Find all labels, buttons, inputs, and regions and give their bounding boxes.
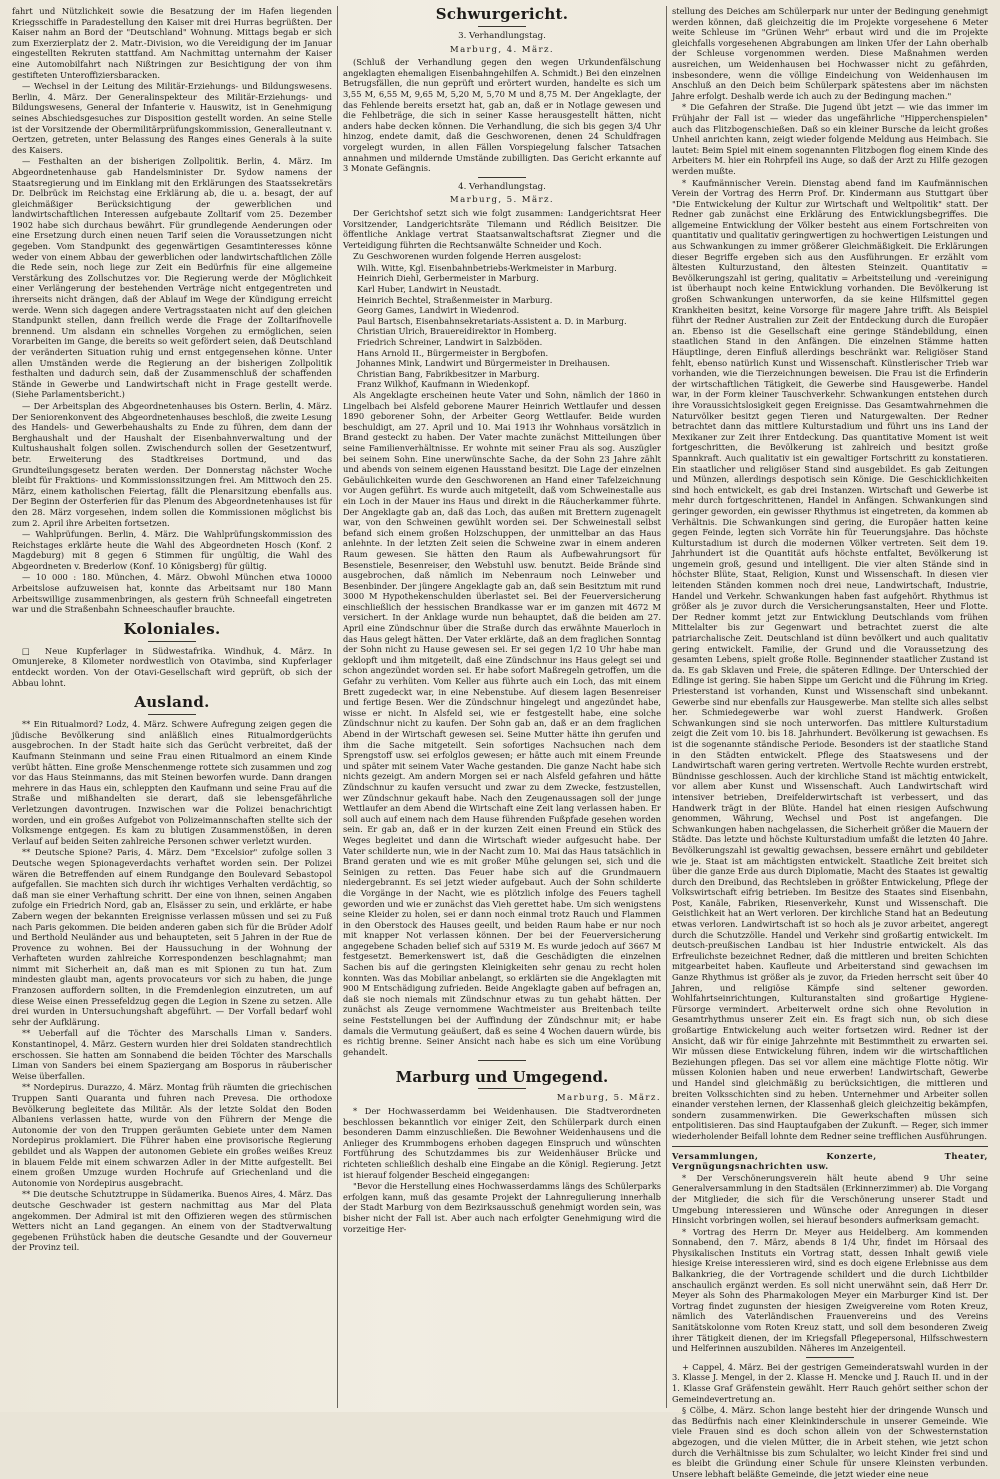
divider: [478, 177, 526, 178]
section-heading-schwurgericht: Schwurgericht.: [435, 5, 569, 23]
dateline: Marburg, 4. März.: [449, 44, 555, 55]
section-heading-ausland: Ausland.: [134, 693, 210, 712]
juror-item: Heinrich Bechtel, Straßenmeister in Marburg.: [357, 294, 553, 305]
column-rule: [337, 6, 338, 1408]
article-text: Der Gerichtshof setzt sich wie folgt zusammen: Landgerichtsrat Heer Vorsitzender, Landgerichtsräte Tilemann und Rédlich Beisitzer. Die öffentliche Anklage vertrat Staatsanwaltschaftsrat Ziegner und die Verteidigung führten die Rechtsanwälte Schneider und Koch.: [343, 207, 661, 250]
article-text: ** Nordepirus. Durazzo, 4. März. Montag früh räumten die griechischen Truppen Santi Quaranta und fuhren nach Prevesa. Die orthodoxe Bevölkerung begleitete das Militär. Als der letzte Soldat den Boden Albaniens verlassen hatte, wurde von den Führern der Menge die Autonomie der von den Truppen geräumten Gebiete unter dem Namen Nordepirus proklamiert. Die Führer haben eine provisorische Regierung gebildet und als Wappen der autonomen Gebiete ein großes weißes Kreuz in blauem Felde mit einem schwarzen Adler in der Mitte aufgestellt. Bei einem großen Umzuge wurden Hochrufe auf Griechenland und die Autonomie von Nordepirus ausgebracht.: [12, 1082, 332, 1188]
article-text: — Festhalten an der bisherigen Zollpolitik. Berlin, 4. März. Im Abgeordnetenhause gab Handelsminister Dr. Sydow namens der Staatsregierung und im Einklang mit den Erklärungen des Staatssekretärs Dr. Delbrück im Reichstag eine Erklärung ab, die u. a. besagt, der auf gleichmäßiger Berücksichtigung der gewerblichen und landwirtschaftlichen Interessen aufgebaute Zolltarif vom 25. Dezember 1902 habe sich durchaus bewährt. Für grundlegende Aenderungen oder eine Ersetzung durch einen neuen Tarif seien die Voraussetzungen nicht gegeben. Vom Standpunkt des gegenwärtigen Gesamtinteresses könne weder von einem Abbau der gewerblichen oder landwirtschaftlichen Zölle die Rede sein, noch liege zur Zeit ein Bedürfnis für eine allgemeine Verstärkung des Zollschutzes vor. Die Regierung werde der Möglichkeit einer Verlängerung der bestehenden Verträge nicht entgegentreten und ihrerseits nicht drängen, daß der Ablauf im Wege der Kündigung erreicht werde. Wenn sich dagegen andere Vertragsstaaten nicht auf den gleichen Standpunkt stellen, dann freilich werde die Frage der Zolltarifnovelle brennend. Um alsdann ein schnelles Vorgehen zu ermöglichen, seien Vorarbeiten im Gange, die bereits so weit gefördert seien, daß Deutschland der veränderten Situation ruhig und ernst entgegensehen könne. Unter allen Umständen werde die Regierung an der bisherigen Zollpolitik festhalten und dadurch sein, daß der Zusammenschluß der schaffenden Stände in Gewerbe und Landwirtschaft nicht in Frage gestellt werde. (Siehe Parlamentsbericht.): [12, 156, 332, 400]
article-text: "Bevor die Herstellung eines Hochwasserdamms längs des Schülerparks erfolgen kann, muß das gesamte Projekt der Lahnregulierung innerhalb der Stadt Marburg von dem Bezirksausschuß genehmigt worden sein, was bisher nicht der Fall ist. Aber auch nach erfolgter Genehmigung wird die vorzeitige Her-: [343, 1181, 661, 1234]
divider: [806, 1357, 854, 1358]
article-text: ** Ein Ritualmord? Lodz, 4. März. Schwere Aufregung zeigen gegen die jüdische Bevölkerung sind anläßlich eines Ritualmordgerüchts ausgebrochen. In der Stadt haite sich das Gerücht verbreitet, daß der Kaufmann Steinmann und seine Frau einen Ritualmord an einem Kinde verübt hätten. Eine große Menschenmenge rottete sich zusammen und zog vor das Haus Steinmanns, das mit Steinen beworfen wurde. Dann drangen mehrere in das Haus ein, schleppten den Kaufmann und seine Frau auf die Straße und mißhandelten sie derart, daß sie lebensgefährliche Verletzungen davontrugen. Inzwischen war die Polizei benachrichtigt worden, und ein großes Aufgebot von Polizeimannschaften stellte sich der Volksmenge entgegen. Es kam zu blutigen Zusammenstößen, in deren Verlauf auf beiden Seiten zahlreiche Personen schwer verletzt wurden.: [12, 719, 332, 846]
column-rule: [666, 6, 667, 1408]
dateline: Marburg, 5. März.: [556, 1093, 661, 1104]
divider: [478, 1060, 526, 1061]
column-left: [12, 6, 332, 1408]
juror-item: Franz Wilkhof, Kaufmann in Wiedenkopf.: [357, 379, 530, 390]
article-text: + Cappel, 4. März. Bei der gestrigen Gemeinderatswahl wurden in der 3. Klasse J. Mengel, in der 2. Klasse H. Mencke und J. Rauch II. und in der 1. Klasse Graf Gräfenstein gewählt. Herr Rauch gehört seither schon der Gemeindevertretung an.: [672, 1361, 988, 1404]
divider: [148, 641, 196, 642]
article-text: □ Neue Kupferlager in Südwestafrika. Windhuk, 4. März. In Omunjereke, 8 Kilometer nordwestlich von Otavimba, sind Kupferlager entdeckt worden. Von der Otavi-Gesellschaft wird geprüft, ob sich der Abbau lohnt.: [12, 645, 332, 688]
juror-item: Friedrich Schreiner, Landwirt in Salzböden.: [357, 337, 543, 348]
section-heading-koloniales: Koloniales.: [123, 619, 221, 638]
section-heading-versammlungen: Versammlungen, Konzerte, Theater, Vergnügungsnachrichten usw.: [672, 1150, 988, 1172]
juror-item: Johannes Mink, Landwirt und Bürgermeister in Dreihausen.: [357, 358, 611, 369]
article-text: fahrt und Nützlichkeit sowie die Besatzung der im Hafen liegenden Kriegsschiffe in Paradestellung den Kaiser mit drei Hurras begrüßten. Der Kaiser nahm an Bord der "Deutschland" Wohnung. Mittags begab er sich zum Exerzierplatz der 2. Matr.-Division, wo die Vereidigung der im Januar eingestellten Rekruten stattfand. Am Nachmittag unternahm der Kaiser eine Automobilfahrt nach Nißtringen zur Besichtigung der von ihm gestifteten Unteroffiziersbaracken.: [12, 6, 332, 80]
juror-item: Wilh. Witte, Kgl. Eisenbahnbetriebs-Werkmeister in Marburg.: [357, 262, 617, 273]
article-text: Zu Geschworenen wurden folgende Herren ausgelost:: [353, 251, 582, 262]
article-text: * Die Gefahren der Straße. Die Jugend übt jetzt — wie das immer im Frühjahr der Fall ist — wieder das ungefährliche "Hipperchenspielen" auch das Flitzbogenschießen. Daß so ein kleiner Bursche da leicht großes Unheil anrichten kann, zeigt wieder folgende Meldung aus Heimbach. Sie lautet: Beim Spiel mit einem sogenannten Flitzbogen flog einem Kinde des Arbeiters M. hier ein Rohrpfeil ins Auge, so daß der Arzt zu Hilfe gezogen werden mußte.: [672, 102, 988, 176]
juror-item: Christian Bang, Fabrikbesitzer in Marburg.: [357, 368, 540, 379]
juror-item: Georg Games, Landwirt in Wiedenrod.: [357, 305, 520, 316]
article-text: stellung des Deiches am Schülerpark nur unter der Bedingung genehmigt werden können, daß gleichzeitig die im Projekte vorgesehene 6 Meter weite Schleuse im "Grünen Wehr" erbaut wird und die im Projekte gleichfalls vorgesehenen Abgrabungen am linken Ufer der Lahn oberhalb der Schleuse vorgenommen werden. Diese Maßnahmen werden ausreichen, um Weidenhausen bei Hochwasser nicht zu gefährden, insbesondere, wenn die völlige Eindeichung von Weidenhausen im Anschluß an den Deich beim Schülerpark spätestens aber im nächsten Jahre erfolgt. Deshalb werde ich auch zu der Bedingung machen.": [672, 6, 988, 101]
article-text: * Der Hochwasserdamm bei Weidenhausen. Die Stadtverordneten beschlossen bekanntlich vor einiger Zeit, den Schülerpark durch einen besonderen Damm einzuschließen. Die Bewohner Weidenhausens und die Anlieger des Krummbogens erhoben dagegen Einspruch und wünschten Fortführung des Schutzdammes bis zur Weidenhäuser Brücke und richteten schließlich deshalb eine Eingabe an die Königl. Regierung. Jetzt ist hierauf folgender Bescheid eingegangen:: [343, 1106, 661, 1180]
juror-item: Hans Arnold II., Bürgermeister in Bergbofen.: [357, 347, 549, 358]
juror-item: Karl Huber, Landwirt in Neustadt.: [357, 284, 502, 295]
divider: [672, 1146, 988, 1147]
divider: [478, 26, 526, 27]
article-text: ** Deutsche Spione? Paris, 4. März. Dem "Excelsior" zufolge sollen 3 Deutsche wegen Spionageverdachts verhaftet worden sein. Der Polizei wären die Betreffenden auf einem Rundgange den Boulevard Sebastopol aufgefallen. Sie machten sich durch ihr wichtiges Verhalten verdächtig, so daß man sie einer Verhaftung schritt. Der eine von ihnen, seinen Angaben zufolge ein Friedrich Nord, gab an, Elsässer zu sein, und erklärte, er habe Zabern wegen der bekannten Ereignisse verlassen müssen und sei zu Fuß nach Paris gekommen. Die beiden anderen gaben sich für die Brüder Adolf und Berthold Neuländer aus und behaupteten, seit 5 Jahren in der Rue de Provence zu wohnen. Bei der Haussuchung in der Wohnung der Verhafteten wurden zahlreiche Korrespondenzen beschlagnahmt; man nimmt mit Sicherheit an, daß man es mit Spionen zu tun hat. Zum mindesten glaubt man, agents provocateurs vor sich zu haben, die junge Franzosen auffordern sollten, in die Fremdenlegion einzutreten, um auf diese Weise einen Pressefeldzug gegen die Legion in Szene zu setzen. Alle drei wurden in Untersuchungshaft abgeführt. — Der Vorfall bedarf wohl sehr der Aufklärung.: [12, 847, 332, 1027]
article-text: § Cölbe, 4. März. Schon lange besteht hier der dringende Wunsch und das Bedürfnis nach einer Kleinkinderschule in unserer Gemeinde. Wie viele Frauen sind es doch schon allein von der Schwesternstation abgezogen, und die vielen Mütter, die in Arbeit stehen, wie jetzt schon durch die Verhältnisse bis zum Schulalter, wo leicht Kinder frei sind und es bleibt die Gründung einer Schule für unsere Kleinsten verbunden. Unsere lebhaft beläßte Gemeinde, die jetzt wieder eine neue: [672, 1405, 988, 1479]
article-text: * Der Verschönerungsverein hält heute abend 9 Uhr seine Generalversammlung in den Stadtsälen (Erkinnerzimmer) ab. Die Vorgang der Mitglieder, die sich für die Verschönerung unserer Stadt und Umgebung interessieren und Wünsche oder Anregungen in dieser Hinsicht vorbringen wollen, sei hierauf besonders aufmerksam gemacht.: [672, 1172, 988, 1226]
article-text: Als Angeklagte erscheinen heute Vater und Sohn, nämlich der 1860 in Lingelbach bei Alsfeld geborene Maurer Heinrich Wettlaufer und dessen 1890 geborener Sohn, der Arbeiter Georg Wettlaufer. Beide wurden beschuldigt, am 27. April und 10. Mai 1913 ihr Wohnhaus vorsätzlich in Brand gesteckt zu haben. Der Vater machte zunächst Mitteilungen über seine Familienverhältnisse. Er wohnte mit seiner Frau als sog. Auszügler bei seinem Sohn. Eine unerwünschte Sache, da der Sohn 23 Jahre zählt und abends von seinem eigenen Hausstand besitzt. Die Lage der einzelnen Gebäulichkeiten wurde den Geschworenen an Hand einer Tafelzeichnung vor Augen geführt. Es wurde auch mitgeteilt, daß vom Schweinestalle aus ein Loch in der Mauer ins Haus und direkt in die Räucherkammer führte. Der Angeklagte gab an, daß das Loch, das außen mit Brettern zugenagelt war, von den Schweinen gewühlt worden sei. Der Schweinestall selbst befand sich einem großen Holzschuppen, der unmittelbar an das Haus anlehnte. In der letzten Zeit seien die Schweine zwar in einem anderen Raum gewesen. Sie hätten den Raum als Aufbewahrungsort für Besenstiele, Besenreiser, den Webstuhl usw. benutzt. Beide Brände sind ausgebrochen, daß nämlich im Nebenraum noch Leinweber und Besenbinder. Der jüngere Angeklagte gab an, daß sein Besitztum mit rund 3000 M Hypothekenschulden überlastet sei. Bei der Feuerversicherung einschließlich der hessischen Brandkasse war er im ganzen mit 4672 M versichert. In der Anklage wurde nun behauptet, daß die beiden am 27. April eine Zündschnur über die Straße durch das erwähnte Mauerloch in das Haus gelegt hätten. Der Vater erklärte, daß an dem fraglichen Sonntag der Sohn nicht zu Hause gewesen sei. Er sei gegen 1/2 10 Uhr habe man geklopft und ihm mitgeteilt, daß eine Zündschnur ins Haus gelegt sei und schon angezündet worden sei. Er habe sofort Maßregeln getroffen, um die Gefahr zu verhüten. Vom Keller aus führte auch ein Loch, das mit einem Brett zugedeckt war, in eine Nebenstube. Auf diesem lagen Besenreiser und fertige Besen. Wer die Zündschnur hingelegt und angezündet habe, wisse er nicht. In Alsfeld sei, wie er festgestellt habe, eine solche Zündschnur nicht zu kaufen. Der Sohn gab an, daß er an dem fraglichen Abend in der Wirtschaft gewesen sei. Seine Mutter hätte ihn gerufen und ihm die Sache mitgeteilt. Sein sofortiges Nachsuchen nach dem Sprengstoff usw. sei erfolglos gewesen; er hätte auch mit einem Freunde und später mit seinem Vater Wache gestanden. Die ganze Nacht habe sich nichts gezeigt. Am andern Morgen sei er nach Alsfeld gefahren und hätte Zündschnur zu kaufen versucht und zwar zu dem Zwecke, festzustellen, wer Zündschnur gekauft habe. Nach den Zeugenaussagen soll der junge Wettlaufer an dem Abend die Wirtschaft eine Zeit lang verlassen haben. Er soll auch auf einem nach dem Hause führenden Fußpfade gesehen worden sein. Er gab an, daß er in der kurzen Zeit einen Freund ein Stück des Weges begleitet und dann die Wirtschaft wieder aufgesucht habe. Der Vater schilderte nun, wie in der Nacht zum 10. Mai das Haus tatsächlich in Brand geraten und wie es mit großer Mühe gelungen sei, sich und die Seinigen zu retten. Das Feuer habe sich auf die Grundmauern niedergebrannt. Es sei jetzt wieder aufgebaut. Auch der Sohn schilderte die Vorgänge in der Nacht, wie es plötzlich infolge des Feuers taghell geworden und wie er zunächst das Vieh gerettet habe. Um sich wenigstens seine Kleider zu holen, sei er dann noch einmal trotz Rauch und Flammen in den Oberstock des Hauses geeilt, und beiden Raum habe er nur noch mit knapper Not verlassen können. Der bei der Feuerversicherung angegebene Schaden belief sich auf 5319 M. Es wurde jedoch auf 3667 M festgesetzt. Bemerkenswert ist, daß die Geschädigten die einzelnen Sachen bis auf die geringsten Kleinigkeiten sehr genau zu recht holen konnten. Was das Mobiliar anbelangt, so erklärten sie die Angeklagten mit 900 M Entschädigung zufrieden. Beide Angeklagte gaben auf befragen an, daß sie noch niemals mit Zündschnur etwas zu tun gehabt hätten. Der zunächst als Zeuge vernommene Wachtmeister aus Breitenbach teilte seine Feststellungen bei der Auffindung der Zündschnur mit; er habe damals die Vermutung geäußert, daß es seine 4 Wochen dauern würde, bis es richtig brenne. Seiner Ansicht nach habe es sich um eine Vorübung gehandelt.: [343, 390, 661, 1057]
column-right: [672, 6, 988, 1479]
article-text: — Wahlprüfungen. Berlin, 4. März. Die Wahlprüfungskommission des Reichstages erklärte heute die Wahl des Abgeordneten Hosch (Konf. 2 Magdeburg) mit 8 gegen 6 Stimmen für ungültig, die Wahl des Abgeordneten v. Brederlow (Konf. 10 Königsberg) für gültig.: [12, 529, 332, 571]
subheading: 4. Verhandlungstag.: [458, 181, 546, 192]
divider: [478, 1088, 526, 1089]
article-text: — Wechsel in der Leitung des Militär-Erziehungs- und Bildungswesens. Berlin, 4. März. Der Generalinspekteur des Militär-Erziehungs- und Bildungswesens, General der Infanterie v. Hauswitz, ist in Genehmigung seines Abschiedsgesuches zur Disposition gestellt worden. An seine Stelle ist der Vorsitzende der Obermilitärprüfungskommission, Generalleutnant v. Oertzen, getreten, unter Belassung des Ranges eines Generals à la suite des Kaisers.: [12, 81, 332, 155]
article-text: ** Die deutsche Schutztruppe in Südamerika. Buenos Aires, 4. März. Das deutsche Geschwader ist gestern nachmittag aus Mar del Plata angekommen. Der Admiral ist mit den Offizieren wegen des stürmischen Wetters nicht an Land gegangen. An einem von der Stadtverwaltung gegebenen Frühstück haben die deutsche Gesandte und der Gouverneur der Provinz teil.: [12, 1189, 332, 1253]
divider: [148, 714, 196, 715]
juror-item: Christian Ulrich, Brauereidirektor in Homberg.: [357, 326, 557, 337]
article-text: ** Ueberfall auf die Töchter des Marschalls Liman v. Sanders. Konstantinopel, 4. März. Gestern wurden hier drei Soldaten standrechtlich erschossen. Sie hatten am Sonnabend die beiden Töchter des Marschalls Liman von Sanders bei einem Spaziergang am Bosporus in räuberischer Weise überfallen.: [12, 1028, 332, 1081]
juror-item: Heinrich Diehl, Gerbermeister in Marburg.: [357, 273, 539, 284]
column-middle: [343, 6, 661, 1408]
article-text: (Schluß der Verhandlung gegen den wegen Urkundenfälschung angeklagten ehemaligen Eisenbahngehilfen A. Schmidt.) Bei den einzelnen Betrugsfällen, die nun geprüft und erörtert wurden, handelte es sich um 3,55 M, 6,55 M, 9,65 M, 5,20 M, 5,70 M und 8,75 M. Der Angeklagte, der das Fehlende bereits ersetzt hat, gab an, daß er in Notlage gewesen und die Fehlbeträge, die sich in seiner Kasse herausgestellt hätten, nicht anders habe decken können. Die Verhandlung, die sich bis gegen 3/4 Uhr hinzog, endete damit, daß die Geschworenen, denen 24 Schuldfragen vorgelegt wurden, in allen Fällen Vorspiegelung falscher Tatsachen annahmen und mildernde Umstände zubilligten. Das Gericht erkannte auf 3 Monate Gefängnis.: [343, 57, 661, 174]
subheading: 3. Verhandlungstag.: [458, 31, 546, 41]
section-heading-marburg: Marburg und Umgegend.: [395, 1068, 609, 1087]
juror-item: Paul Bartsch, Eisenbahnsekretariats-Assistent a. D. in Marburg.: [357, 315, 627, 326]
article-text: — 10 000 : 180. München, 4. März. Obwohl München etwa 10000 Arbeitslose aufzuweisen hat, konnte das Arbeitsamt nur 180 Mann Arbeitswillige zusammenbringen, als gestern früh Schneefall eingetreten war und die Straßenbahn Schneeschaufler brauchte.: [12, 572, 332, 615]
article-text: * Kaufmännischer Verein. Dienstag abend fand im Kaufmännischen Verein der Vortrag des Herrn Prof. Dr. Kindermann aus Stuttgart über "Die Entwickelung der Kultur zur Wirtschaft und Weltpolitik" statt. Der Redner gab zunächst eine Erklärung des Entwicklungsbegriffes. Die allgemeine Entwicklung der Völker besteht aus einem Fortschreiten von quantitativ und qualitativ geringwertigen zu hochwertigen Leistungen und aus Schwankungen zu immer größerer Gleichmäßigkeit. Die Erklärungen dieser Begriffe ergeben sich aus den Ausführungen. Er erzählt vom ältesten Kulturzustand, den ältesten Steinzeit. Quantitativ = Bevölkerungszahl ist gering, qualitativ = Arbeitsteilung und -vereinigung ist überhaupt noch keine Entwicklung vorhanden. Die Bevölkerung ist großen Schwankungen unterworfen, da sie keine Hilfsmittel gegen Krankheiten besitzt, keine Vorsorge für magere Jahre trifft. Als Beispiel führt der Redner Australien zur Zeit der Entdeckung durch die Europäer an. Ebenso ist die Gesellschaft eine geringe Ständebildung, einen staatlichen Stand in den Anfängen. Die einzelnen Stämme hatten Häuptlinge, deren Einfluß allerdings beschränkt war. Religiöser Stand fehlt, ebenso natürlich Kunst und Wissenschaft. Künstlerischer Trieb war vorhanden, wie die Tierzeichnungen beweisen. Die Frau ist die Erfinderin der wirtschaftlichen Tätigkeit, die Gewerbe sind Hausgewerbe. Handel war, in der Form kleiner Tauschverkehr. Schwankungen entstehen durch ihre Voraussichtslosigkeit gegen Ereignisse. Das Gesamtwahrnehmen die Naturvölker besitzt gegen Tieren und Naturgewalten. Der Redner betrachtet dann das mittlere Kulturstadium und führt uns ins Land der Mexikaner zur Zeit ihrer Entdeckung. Das quantitative Moment ist weit fortgeschritten, die Bevölkerung ist zahlreich und besitzt große Spannkraft. Auch qualitativ ist ein gewaltiger Fortschritt zu konstatieren. Ein staatlicher und religiöser Stand sind ausgebildet. Es gab Zeitungen und Münzen, allerdings despotisch sein Könige. Die Geschicklichkeiten sind hoch entwickelt, es gab drei Instanzen. Wirtschaft und Gewerbe ist mehr durch fortgeschrittenen, Handel in Anfängen. Schwankungen sind geringer geworden, ein gewisser Rhythmus ist eingetreten, da kommen ab Verhältnis. Die Schwankungen sind gering, die Europäer hatten keine gegen Feinde, legten sich Vorräte hin für Teuerungsjahre. Das höchste Kulturstadium ist durch die modernen Völker vertreten. Seit dem 19. Jahrhundert ist die Quantität aufs höchste entfaltet, Bevölkerung ist ungemein groß, gesund und intelligent. Die vier alten Stände sind in höchster Blüte, Staat, Religion, Kunst und Wissenschaft. In diesen vier leitenden Ständen kommen noch drei neue, Landwirtschaft, Industrie, Handel und Verkehr. Schwankungen haben fast aufgehört. Rhythmus ist größer als je zuvor durch die Versicherungsanstalten, Heer und Flotte. Der Redner kommt jetzt zur Entwicklung Deutschlands vom frühen Mittelalter bis zur Gegenwart und betrachtet zuerst die alte patriarchalische Zeit. Deutschland ist dünn bevölkert und auch qualitativ gering entwickelt. Familie, der Grund und die Voraussetzung des gesamten Lebens, spielt große Rolle. Beginnender staatlicher Zustand ist da. Es gab Sklaven und Freie, die späteren Edlinge. Der Unterschied der Edlinge ist gering. Sie haben Sippe um Gericht und die Führung im Krieg. Priesterstand ist vorhanden, Kunst und Wissenschaft sind unbekannt. Gewerbe sind nur ebenfalls zur Hausgewerbe. Man stellte sich alles selbst her. Schmiedegewerbe war wohl zuerst Handwerk. Großen Schwankungen sind sie noch unterworfen. Das mittlere Kulturstadium zeigt die Zeit vom 10. bis 18. Jahrhundert. Bevölkerung ist gewachsen. Es ist die sogenannte ständische Periode. Besonders ist der staatliche Stand in den Städten entwickelt. Pflege des Staatswesens und der Landwirtschaft waren gering vertreten. Wertvolle Rechte wurden erstrebt, Bündnisse geschlossen. Auch der kirchliche Stand ist mächtig entwickelt, vor allem aber Kunst und Wissenschaft. Auch Landwirtschaft wird intensiver betrieben, Dreifelderwirtschaft ist verbessert, und das Handwerk trägt in der Blüte. Handel hat einen riesigen Aufschwung genommen, Währung, Wechsel und Post ist angefangen. Die Schwankungen haben nachgelassen, die Sicherheit größer die Mauern der Städte. Das letzte und höchste Kulturstadium umfaßt die letzten 40 Jahre. Bevölkerungszahl ist gewaltig gewachsen, bessere ernährt und gebildeter wie je. Staat ist am mächtigsten entwickelt. Staatliche Zeit breitet sich über die ganze Erde aus durch Diplomatie, Macht des Staates ist gewaltig durch den Dreibund, das Rechtsleben in größter Entwickelung, Pflege der Volkswirtschaft eifrig betrieben. Im Besitze des Staates sind Eisenbahn, Post, Kanäle, Fabriken, Riesenverkehr, Kunst und Wissenschaft. Die Geistlichkeit hat an Wert verloren. Der kirchliche Stand hat an Bedeutung etwas verloren. Landwirtschaft ist so hoch als je zuvor arbeitet, angeregt durch die Schutzzölle. Handel und Verkehr sind großartig entwickelt. Im deutsch-preußischen Landbau ist hier Industrie entwickelt. Als das Erfreulichste bezeichnet Redner, daß die mittleren und breiten Schichten mitgearbeitet haben. Kaufleute und Arbeiterstand sind gewachsen im Ganze Rhythmus ist größer als je zuvor, da Frieden herrscht seit über 40 Jahren, und religiöse Kämpfe sind seltener geworden. Wohlfahrtseinrichtungen, Kulturanstalten sind großartige Hygiene-Fürsorge vermindert. Arbeiterwelt ordne sich ohne Revolution in Gesamtrhythmus unserer Zeit ein. Es fragt sich nun, ob sich diese großartige Entwickelung auch weiter fortsetzen wird. Redner ist der Ansicht, daß wir für einige Jahrzehnte mit Bestimmtheit zu erwarten sei. Wir müssen diese Entwickelung führen, indem wir die wirtschaftlichen Beziehungen pflegen. Das sei vor allem eine mächtige Flotte nötig. Wir müssen Kolonien haben und neue erwerben! Landwirtschaft, Gewerbe und Handel sind gleichmäßig zu berücksichtigen, die mittleren und breiten Volksschichten sind zu heben. Unternehmer und Arbeiter sollen einander verstehen lernen, der Klassenhaß gleich gleichzeitig bekämpfen, sondern zusammenwirken. Die Gewerkschaften müssen sich entpolitisieren. Das sind Hauptaufgaben der Zukunft. — Reger, sich immer wiederholender Beifall lohnte dem Redner seine trefflichen Ausführungen.: [672, 177, 988, 1141]
dateline: Marburg, 5. März.: [449, 195, 555, 206]
article-text: — Der Arbeitsplan des Abgeordnetenhauses bis Ostern. Berlin, 4. März. Der Seniorenkonvent des Abgeordnetenhauses beschloß, die zweite Lesung des Handels- und Gewerbehaushalts zu Ende zu führen, dem dann der Berghaushalt und der Haushalt der Eisenbahnverwaltung und der Kultushaushalt folgen sollen. Zwischendurch sollen der Gesetzentwurf, betr. Erweiterung des Stadtkreises Dortmund, und das Grundteilungsgesetz beraten werden. Der Donnerstag nächster Woche bleibt für Fraktions- und Kommissionssitzungen frei. Am Mittwoch den 25. März, einem katholischen Feiertag, fällt die Plenarsitzung ebenfalls aus. Der Beginn der Osterferien für das Plenum des Abgeordnetenhauses ist für den 28. März vorgesehen, indem sollen die Kommissionen möglichst bis zum 2. April ihre Arbeiten fortsetzen.: [12, 400, 332, 528]
article-text: * Vortrag des Herrn Dr. Meyer aus Heidelberg. Am kommenden Sonnabend, den 7. März, abends 8 1/4 Uhr, findet im Hörsaal des Physikalischen Instituts ein Vortrag statt, dessen Inhalt gewiß viele hiesige Kreise interessieren wird, sind es doch eigene Erlebnisse aus dem Balkankrieg, die der Vortragende schildert und die durch Lichtbilder anschaulich ergänzt werden. Es soll nicht unerwähnt sein, daß Herr Dr. Meyer als Sohn des Pharmakologen Meyer ein Marburger Kind ist. Der Vortrag findet zugunsten der hiesigen Zweigvereine vom Roten Kreuz, nämlich des Vaterländischen Frauenvereins und des Vereins Sanitätskolonne vom Roten Kreuz statt, und soll dem besonderen Zweig ihrer Tätigkeit dienen, der im Kriegsfall Pflegepersonal, Hilfsschwestern und Helferinnen auszubilden. Näheres im Anzeigenteil.: [672, 1226, 988, 1354]
juror-list: [343, 263, 661, 390]
